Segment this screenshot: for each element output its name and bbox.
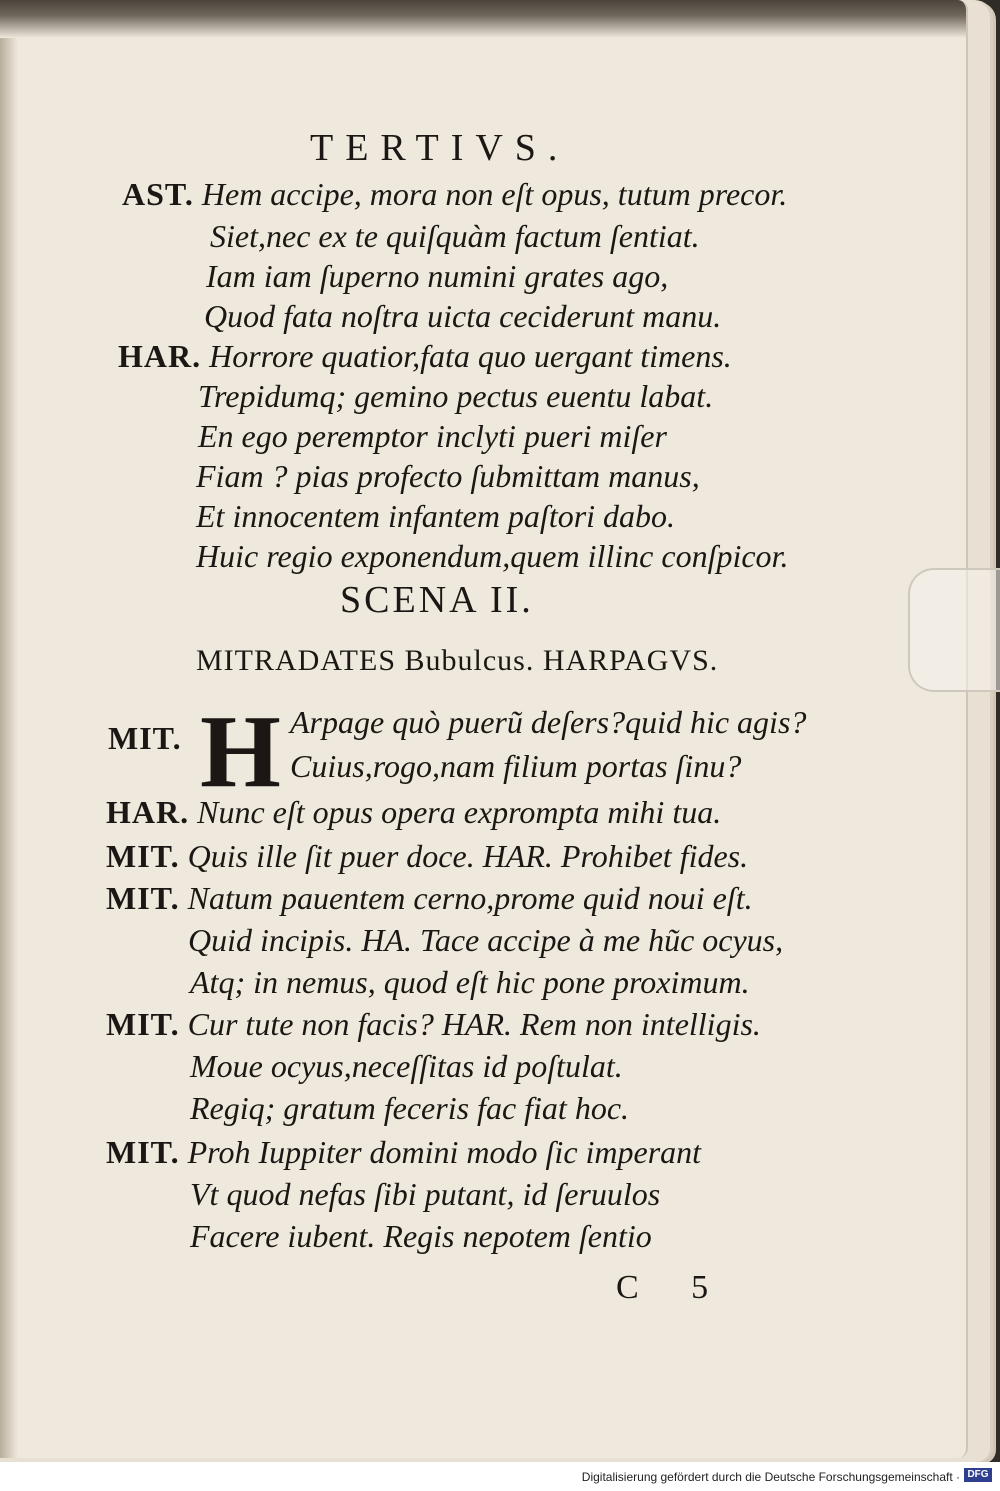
verse-line [290, 748, 741, 785]
verse-text: Cur tute non facis? HAR. Rem non intelligis. [187, 1006, 761, 1042]
verse-line [290, 704, 806, 741]
verse-line [198, 378, 713, 415]
verse-text: Moue ocyus,neceſſitas id poſtulat. [190, 1048, 623, 1084]
verse-line [108, 720, 182, 757]
verse-text: Hem accipe, mora non eſt opus, tutum precor. [201, 176, 788, 212]
verse-line [196, 498, 675, 535]
verse-line [106, 880, 753, 917]
verse-line [190, 1176, 660, 1213]
verse-text: Atq; in nemus, quod eſt hic pone proximum. [190, 964, 750, 1000]
verse-text: Quod fata noſtra uicta ceciderunt manu. [204, 298, 722, 334]
verse-line [190, 1048, 623, 1085]
verse-line [106, 1006, 761, 1043]
speaker-label: MIT. [106, 1134, 180, 1170]
speaker-label: HAR. [106, 794, 190, 830]
speaker-label: MIT. [108, 720, 182, 756]
verse-line [196, 458, 700, 495]
verse-text: Siet,nec ex te quiſquàm factum ſentiat. [210, 218, 700, 254]
verse-line [190, 1090, 629, 1127]
verse-text: Nunc eſt opus opera exprompta mihi tua. [197, 794, 722, 830]
verse-line [190, 964, 750, 1001]
verse-text: Proh Iuppiter domini modo ſic imperant [187, 1134, 702, 1170]
verse-line [106, 1134, 701, 1171]
verse-line [204, 298, 721, 335]
verse-line [118, 338, 732, 375]
verse-text: Natum pauentem cerno,prome quid noui eſt. [187, 880, 753, 916]
verse-line [206, 258, 668, 295]
verse-line [198, 418, 667, 455]
verse-text: Cuius,rogo,nam filium portas ſinu? [290, 748, 742, 784]
verse-text: Regiq; gratum feceris fac fiat hoc. [190, 1090, 630, 1126]
verse-text: Vt quod nefas ſibi putant, id ſeruulos [190, 1176, 661, 1212]
speaker-label: AST. [122, 176, 194, 212]
verse-text: Quis ille ſit puer doce. HAR. Prohibet fides. [187, 838, 749, 874]
verse-line [122, 176, 787, 213]
verse-text: Trepidumq; gemino pectus euentu labat. [198, 378, 714, 414]
verse-text: Et innocentem infantem paſtori dabo. [196, 498, 676, 534]
verse-text: Quid incipis. HA. Tace accipe à me hũc ocyus, [188, 922, 784, 958]
credit-text: Digitalisierung gefördert durch die Deutsche Forschungsgemeinschaft · [581, 1470, 960, 1484]
speaker-label: MIT. [106, 838, 180, 874]
verse-text: Fiam ? pias profecto ſubmittam manus, [196, 458, 700, 494]
dfg-logo: DFG [964, 1468, 992, 1482]
verse-line [106, 794, 721, 831]
verse-text: Horrore quatior,fata quo uergant timens. [209, 338, 732, 374]
verse-line [188, 922, 783, 959]
page-top-edge [0, 0, 966, 38]
drop-cap-initial: H [200, 694, 281, 809]
page-clip [908, 568, 1000, 692]
verse-text: Arpage quò puerũ deſers?quid hic agis? [290, 704, 807, 740]
verse-text: Iam iam ſuperno numini grates ago, [206, 258, 669, 294]
speaker-label: MIT. [106, 1006, 180, 1042]
dramatis-personae: MITRADATES Bubulcus. HARPAGVS. [196, 644, 719, 677]
verse-line [190, 1218, 652, 1255]
verse-text: Huic regio exponendum,quem illinc conſpicor. [196, 538, 789, 574]
verse-text: En ego peremptor inclyti pueri miſer [198, 418, 667, 454]
verse-line [210, 218, 700, 255]
running-head: TERTIVS. [310, 127, 570, 169]
speaker-label: HAR. [118, 338, 202, 374]
speaker-label: MIT. [106, 880, 180, 916]
signature-mark: C 5 [616, 1269, 731, 1306]
scene-title: SCENA II. [340, 579, 534, 621]
verse-line [196, 538, 788, 575]
credit-bar [0, 1462, 1000, 1491]
verse-line [106, 838, 748, 875]
page-gutter [0, 0, 18, 1458]
verse-text: Facere iubent. Regis nepotem ſentio [190, 1218, 652, 1254]
